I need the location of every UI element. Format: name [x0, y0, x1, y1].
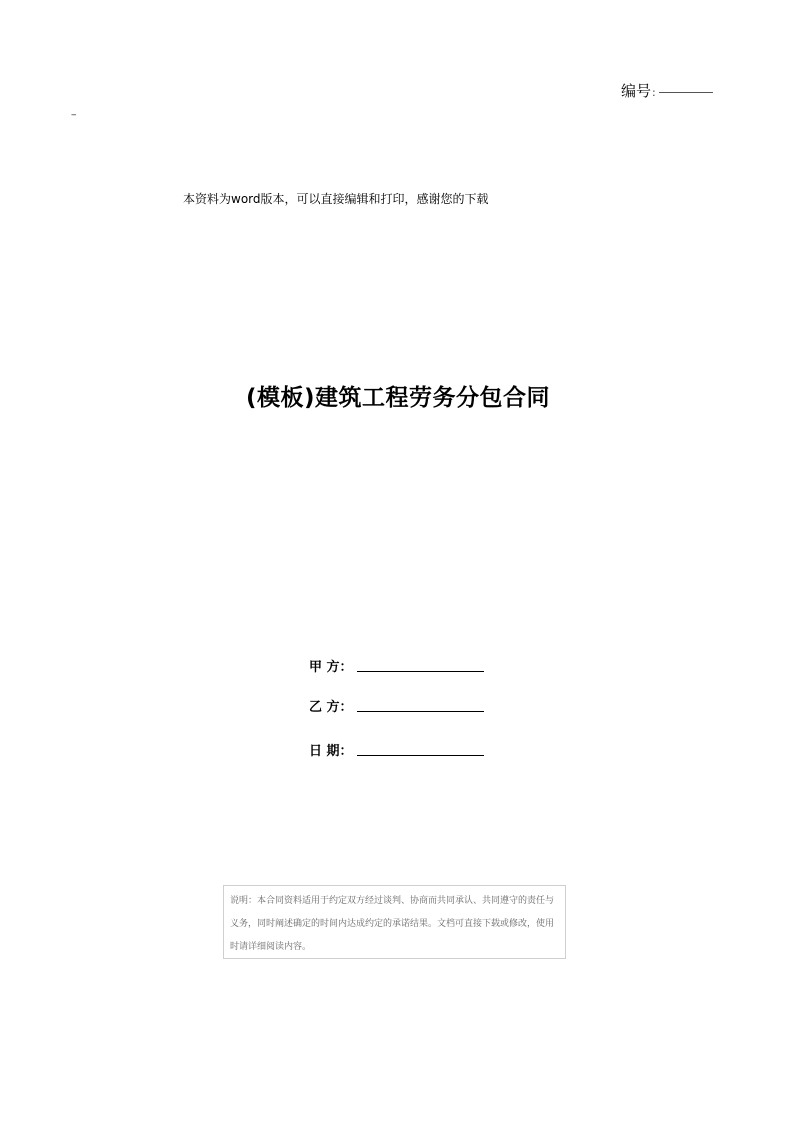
description-line-3: 时请详细阅读内容。 [230, 942, 312, 952]
serial-blank-line [659, 92, 713, 93]
download-note: 本资料为word版本，可以直接编辑和打印，感谢您的下载 [183, 192, 489, 206]
party-a-label: 甲 方： [309, 660, 353, 675]
serial-label: 编号 [621, 82, 652, 100]
document-title: (模板)建筑工程劳务分包合同 [245, 385, 551, 411]
date-field [309, 740, 484, 759]
description-line-2: 义务，同时阐述确定的时间内达成约定的承诺结果。文档可直接下载或修改，使用 [230, 919, 555, 929]
date-blank [357, 754, 484, 756]
serial-line-continuation: -- [71, 110, 76, 120]
serial-colon: : [652, 86, 656, 99]
party-b-field [309, 696, 484, 715]
serial-number [621, 80, 713, 101]
party-a-field [309, 656, 484, 675]
party-b-label: 乙 方： [309, 700, 353, 715]
description-line-1: 说明：本合同资料适用于约定双方经过谈判、协商而共同承认、共同遵守的责任与 [230, 896, 555, 906]
date-label: 日 期： [309, 744, 353, 759]
party-b-blank [357, 710, 484, 712]
party-a-blank [357, 670, 484, 672]
description-box [223, 885, 566, 959]
